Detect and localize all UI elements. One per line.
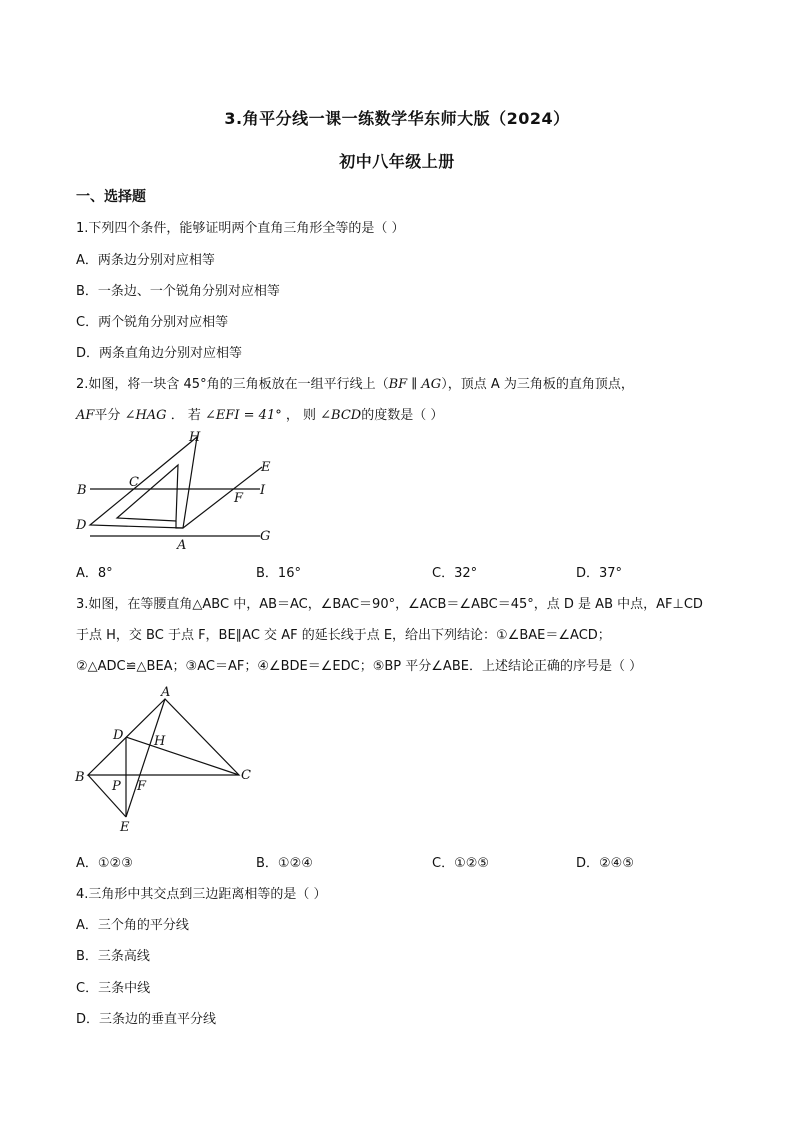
question-3-stem-line-3: ②△ADC≌△BEA；③AC＝AF；④∠BDE＝∠EDC；⑤BP 平分∠ABE．上述结论正确的序号是（ ）: [76, 659, 643, 674]
label-c: C: [241, 768, 251, 783]
triangle-inner: [117, 465, 178, 521]
q2-math-bcd: ∠BCD: [320, 408, 362, 423]
document-subtitle: 初中八年级上册: [339, 152, 455, 171]
label-d: D: [76, 518, 87, 533]
question-4-stem: 4.三角形中其交点到三边距离相等的是（ ）: [76, 887, 327, 902]
question-1-stem: 1.下列四个条件，能够证明两个直角三角形全等的是（ ）: [76, 221, 405, 236]
question-2-figure: [70, 425, 290, 555]
question-3-option-c: C．①②⑤: [432, 856, 490, 871]
q2-text: 2.如图，将一块含 45°角的三角板放在一组平行线上（: [76, 377, 389, 392]
section-heading: 一、选择题: [76, 189, 146, 205]
label-f: F: [234, 491, 244, 506]
question-4-option-c: C．三条中线: [76, 981, 151, 996]
right-angle-mark: [176, 521, 183, 528]
question-3-stem-line-1: 3.如图，在等腰直角△ABC 中，AB＝AC，∠BAC＝90°，∠ACB＝∠ABC＝45°，点 D 是 AB 中点，AF⊥CD: [76, 597, 703, 612]
label-a: A: [161, 685, 171, 700]
question-3-option-d: D．②④⑤: [576, 856, 634, 871]
question-2-option-b: B．16°: [256, 566, 301, 581]
q2-text: ， 则: [281, 408, 321, 423]
q2-math-af: AF: [76, 408, 95, 423]
q2-text: 平分: [94, 408, 125, 423]
question-1-option-a: A．两条边分别对应相等: [76, 253, 215, 268]
segment-ae: [126, 699, 165, 817]
question-3-option-b: B．①②④: [256, 856, 313, 871]
question-2-stem-line-1: [76, 373, 634, 392]
line-ae: [183, 467, 262, 528]
question-2-option-c: C．32°: [432, 566, 478, 581]
question-4-option-b: B．三条高线: [76, 949, 150, 964]
question-3-figure: [70, 682, 270, 838]
label-b: B: [75, 770, 85, 785]
q2-text: ），顶点 A 为三角板的直角顶点，: [441, 377, 634, 392]
question-3-stem-line-2: 于点 H，交 BC 于点 F，BE∥AC 交 AF 的延长线于点 E，给出下列结论：①∠BAE＝∠ACD；: [76, 628, 611, 643]
question-1-option-d: D．两条直角边分别对应相等: [76, 346, 243, 361]
question-4-option-d: D．三条边的垂直平分线: [76, 1012, 217, 1027]
label-c: C: [129, 475, 139, 490]
label-a: A: [177, 538, 187, 553]
document-title: 3.角平分线一课一练数学华东师大版（2024）: [224, 109, 570, 128]
segment-dc: [126, 737, 239, 775]
label-e: E: [261, 460, 271, 475]
label-h: H: [189, 430, 201, 445]
label-g: G: [260, 529, 271, 544]
q2-math-efi: ∠EFI = 41°: [204, 408, 282, 423]
question-3-option-a: A．①②③: [76, 856, 133, 871]
label-d: D: [113, 728, 124, 743]
label-e: E: [120, 820, 130, 835]
q2-text: ． 若: [166, 408, 205, 423]
q2-math-parallel: BF ∥ AG: [388, 377, 442, 392]
q2-text: 的度数是（ ）: [361, 408, 444, 423]
question-2-option-d: D．37°: [576, 566, 623, 581]
label-f: F: [137, 779, 147, 794]
question-1-option-b: B．一条边、一个锐角分别对应相等: [76, 284, 280, 299]
question-2-stem-line-2: [76, 404, 443, 423]
triangle-outer: [90, 437, 197, 528]
q2-math-hag: ∠HAG: [124, 408, 167, 423]
label-b: B: [77, 483, 87, 498]
label-h: H: [154, 734, 166, 749]
label-i: I: [260, 483, 266, 498]
question-1-option-c: C．两个锐角分别对应相等: [76, 315, 229, 330]
question-2-option-a: A．8°: [76, 566, 113, 581]
question-4-option-a: A．三个角的平分线: [76, 918, 189, 933]
label-p: P: [112, 779, 121, 794]
